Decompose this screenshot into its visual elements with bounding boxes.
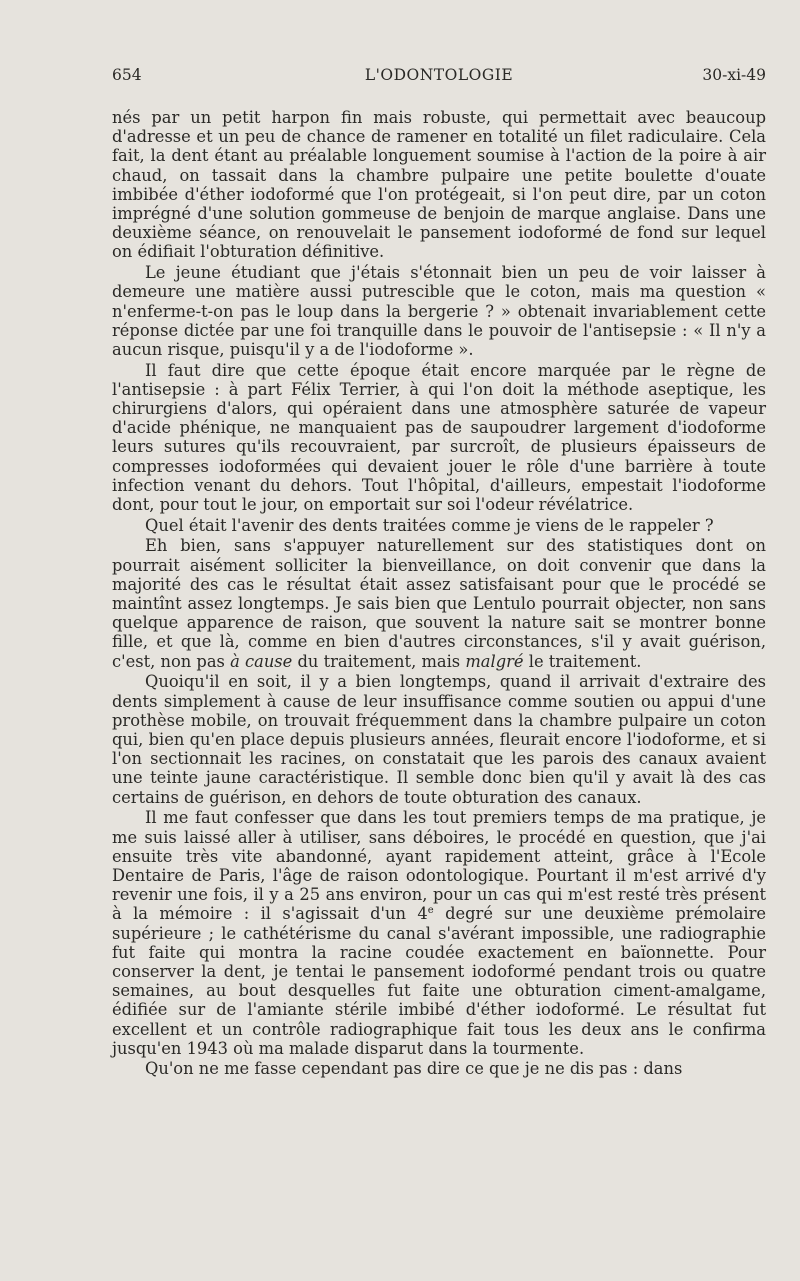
paragraph-5	[112, 536, 766, 670]
paragraph-8: Qu'on ne me fasse cependant pas dire ce que je ne dis pas : dans	[145, 1059, 683, 1079]
paragraph-1: nés par un petit harpon fin mais robuste, qui permettait avec beaucoup d'adresse et un peu de chance de ramener en totalité un filet radiculaire. Cela fait, la dent étant au préalable longuement soumise à l'action de la poire à air chaud, on tassait dans la chambre pulpaire une petite boulette d'ouate imbibée d'éther iodoformé que l'on protégeait, si l'on peut dire, par un coton imprégné d'une solution gommeuse de benjoin de marque anglaise. Dans une deuxième séance, on renouvelait le pansement iodoformé de fond sur lequel on édifiait l'obturation définitive.	[112, 108, 766, 262]
paragraph-7-rest: degré sur une deuxième prémolaire supérieure ; le cathétérisme du canal s'avérant impossible, une radiographie fut faite qui montra la racine coudée exactement en baïonnette. Pour conserver la dent, je tentai le pansement iodoformé pendant trois ou quatre semaines, au bout desquelles fut faite une obturation ciment-amalgame, édifiée sur de l'amiante stérile imbibé d'éther iodoformé. Le résultat fut excellent et un contrôle radiographique fait tous les deux ans le confirma jusqu'en 1943 où ma malade disparut dans la tourmente.	[112, 904, 767, 1058]
paragraph-5-end: le traitement.	[528, 651, 642, 671]
paragraph-6: Quoiqu'il en soit, il y a bien longtemps, quand il arrivait d'extraire des dents simplement à cause de leur insuffisance comme soutien ou appui d'une prothèse mobile, on trouvait fréquemment dans la chambre pulpaire un coton qui, bien qu'en place depuis plusieurs années, fleurait encore l'iodoforme, et si l'on sectionnait les racines, on constatait que les parois des canaux avaient une teinte jaune caractéristique. Il semble donc bien qu'il y avait là des cas certains de guérison, en dehors de toute obturation des canaux.	[112, 672, 766, 807]
running-header	[112, 66, 766, 88]
body-text	[112, 108, 766, 1080]
paragraph-5-mid: du traitement, mais	[297, 651, 461, 671]
paragraph-5-text: Eh bien, sans s'appuyer naturellement sur des statistiques dont on pourrait aisément solliciter la bienveillance, on doit convenir que dans la majorité des cas le résultat était assez satisfaisant pour que le procédé se maintînt assez longtemps. Je sais bien que Lentulo pourrait objecter, non sans quelque apparence de raison, que souvent la nature sait se montrer bonne fille, et que là, comme en bien d'autres circonstances, s'il y avait guérison, c'est, non pas	[112, 536, 766, 671]
paragraph-7-text: Il me faut confesser que dans les tout premiers temps de ma pratique, je me suis laissé aller à utiliser, sans déboires, le procédé en question, que j'ai ensuite très vite abandonné, ayant rapidement atteint, grâce à l'Ecole Dentaire de Paris, l'âge de raison odontologique. Pourtant il m'est arrivé d'y revenir une fois, il y a 25 ans environ, pour un cas qui m'est resté très présent à la mémoire : il s'agissait d'un 4	[112, 808, 766, 924]
ordinal-superscript: e	[427, 905, 434, 917]
paragraph-3: Il faut dire que cette époque était encore marquée par le règne de l'antisepsie : à part Félix Terrier, à qui l'on doit la méthode aseptique, les chirurgiens d'alors, qui opéraient dans une atmosphère saturée de vapeur d'acide phénique, ne manquaient pas de saupoudrer largement d'iodoforme leurs sutures qu'ils recouvraient, par surcroît, de plusieurs épaisseurs de compresses iodoformées qui devaient jouer le rôle d'une barrière à toute infection venant du dehors. Tout l'hôpital, d'ailleurs, empestait l'iodoforme dont, pour tout le jour, on emportait sur soi l'odeur révélatrice.	[112, 360, 766, 515]
page-number: 654	[112, 66, 142, 84]
paragraph-4: Quel était l'avenir des dents traitées comme je viens de le rappeler ?	[145, 515, 714, 535]
paragraph-2: Le jeune étudiant que j'étais s'étonnait bien un peu de voir laisser à demeure une matière aussi putrescible que le coton, mais ma question « n'enferme-t-on pas le loup dans la bergerie ? » obtenait invariablement cette réponse dictée par une foi tranquille dans le pouvoir de l'antisepsie : « Il n'y a aucun risque, puisqu'il y a de l'iodoforme ».	[112, 263, 766, 359]
journal-title: L'ODONTOLOGIE	[364, 66, 514, 84]
italic-a-cause: à cause	[230, 651, 293, 671]
italic-malgre: malgré	[465, 651, 524, 671]
paragraph-7	[112, 808, 766, 1058]
issue-date: 30-xi-49	[702, 66, 766, 84]
